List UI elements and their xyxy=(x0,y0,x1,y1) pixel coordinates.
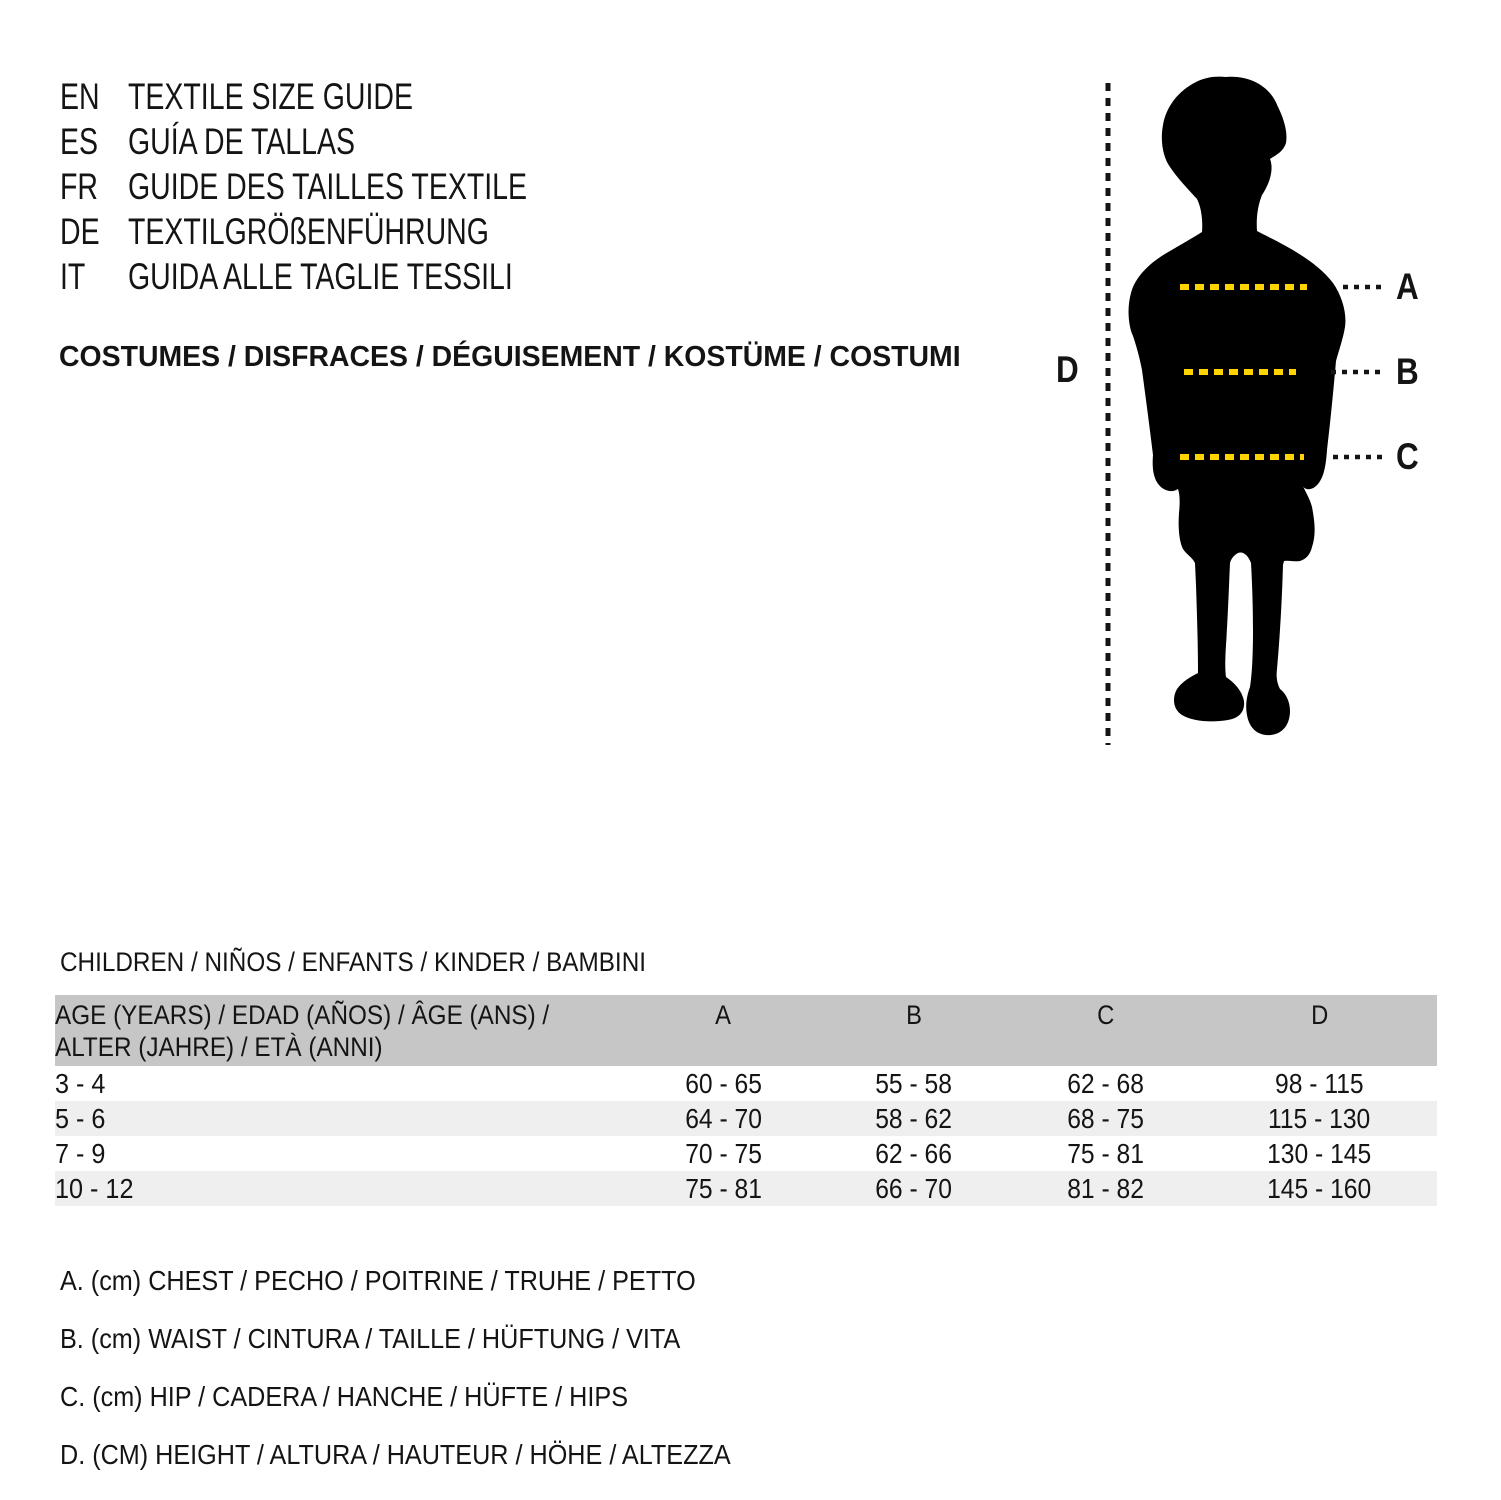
language-label: GUIDA ALLE TAGLIE TESSILI xyxy=(128,256,513,297)
chest-cell xyxy=(629,1171,818,1206)
legend-line-chest xyxy=(60,1252,805,1310)
hip-value: 81 - 82 xyxy=(1067,1172,1145,1204)
language-guide-item xyxy=(60,254,646,299)
height-value: 130 - 145 xyxy=(1267,1137,1372,1169)
column-header-d xyxy=(1202,995,1437,1066)
waist-value: 62 - 66 xyxy=(875,1137,953,1169)
measure-label-chest: A xyxy=(1396,266,1419,307)
children-size-table xyxy=(55,995,1437,1206)
language-guide-item xyxy=(60,209,646,254)
height-value: 98 - 115 xyxy=(1275,1067,1364,1099)
waist-value: 55 - 58 xyxy=(875,1067,953,1099)
language-guide-item xyxy=(60,74,646,119)
height-cell xyxy=(1202,1066,1437,1101)
age-value: 10 - 12 xyxy=(55,1172,134,1204)
child-body-shape xyxy=(1129,77,1346,735)
height-cell xyxy=(1202,1171,1437,1206)
age-cell xyxy=(55,1101,629,1136)
hip-value: 75 - 81 xyxy=(1067,1137,1145,1169)
table-header-row xyxy=(55,995,1437,1066)
legend-chest-text: A. (cm) CHEST / PECHO / POITRINE / TRUHE / PETTO xyxy=(60,1265,696,1296)
table-section-title xyxy=(60,946,711,978)
chest-cell xyxy=(629,1066,818,1101)
hip-value: 68 - 75 xyxy=(1067,1102,1145,1134)
age-column-header xyxy=(55,995,629,1066)
age-cell xyxy=(55,1171,629,1206)
category-title xyxy=(59,342,979,372)
height-value: 115 - 130 xyxy=(1268,1102,1371,1134)
legend-line-height xyxy=(60,1426,805,1484)
legend-height-text: D. (CM) HEIGHT / ALTURA / HAUTEUR / HÖHE / ALTEZZA xyxy=(60,1439,731,1470)
language-code: DE xyxy=(60,211,100,252)
legend-waist-text: B. (cm) WAIST / CINTURA / TAILLE / HÜFTUNG / VITA xyxy=(60,1323,681,1354)
chest-value: 70 - 75 xyxy=(684,1137,762,1169)
height-cell xyxy=(1202,1136,1437,1171)
measure-label-hip: C xyxy=(1396,436,1419,477)
hip-value: 62 - 68 xyxy=(1067,1067,1145,1099)
language-guide-item xyxy=(60,119,646,164)
measure-label-height: D xyxy=(1056,349,1079,390)
legend-line-waist xyxy=(60,1310,805,1368)
table-row xyxy=(55,1066,1437,1101)
language-guide-item xyxy=(60,164,646,209)
chest-cell xyxy=(629,1101,818,1136)
height-cell xyxy=(1202,1101,1437,1136)
language-guide-list xyxy=(60,74,646,299)
language-label: GUÍA DE TALLAS xyxy=(128,121,355,162)
height-value: 145 - 160 xyxy=(1267,1172,1372,1204)
age-header-line1: AGE (YEARS) / EDAD (AÑOS) / ÂGE (ANS) / xyxy=(55,1000,550,1030)
table-section-title-text: CHILDREN / NIÑOS / ENFANTS / KINDER / BAMBINI xyxy=(60,947,646,977)
measure-label-waist: B xyxy=(1396,351,1419,392)
column-header-b xyxy=(818,995,1010,1066)
column-header-b-text: B xyxy=(905,1000,922,1030)
waist-cell xyxy=(818,1101,1010,1136)
legend-hip-text: C. (cm) HIP / CADERA / HANCHE / HÜFTE / HIPS xyxy=(60,1381,628,1412)
age-cell xyxy=(55,1136,629,1171)
chest-value: 64 - 70 xyxy=(684,1102,762,1134)
language-code: FR xyxy=(60,166,98,207)
age-value: 3 - 4 xyxy=(55,1067,106,1099)
child-silhouette-graphic xyxy=(1100,55,1430,755)
column-header-d-text: D xyxy=(1310,1000,1329,1030)
column-header-a-text: A xyxy=(715,1000,732,1030)
measurement-legend xyxy=(60,1252,805,1484)
child-silhouette-figure xyxy=(1100,55,1430,755)
table-row xyxy=(55,1101,1437,1136)
category-title-text: COSTUMES / DISFRACES / DÉGUISEMENT / KOSTÜME / COSTUMI xyxy=(59,341,961,373)
column-header-a xyxy=(629,995,818,1066)
language-code: EN xyxy=(60,76,100,117)
table-row xyxy=(55,1136,1437,1171)
chest-value: 75 - 81 xyxy=(684,1172,762,1204)
column-header-c xyxy=(1010,995,1202,1066)
waist-cell xyxy=(818,1171,1010,1206)
language-label: TEXTILGRÖßENFÜHRUNG xyxy=(128,211,489,252)
hip-cell xyxy=(1010,1101,1202,1136)
language-label: GUIDE DES TAILLES TEXTILE xyxy=(128,166,528,207)
waist-cell xyxy=(818,1136,1010,1171)
age-header-line2: ALTER (JAHRE) / ETÀ (ANNI) xyxy=(55,1032,383,1062)
language-code: ES xyxy=(60,121,99,162)
hip-cell xyxy=(1010,1066,1202,1101)
hip-cell xyxy=(1010,1136,1202,1171)
language-code: IT xyxy=(60,256,86,297)
hip-cell xyxy=(1010,1171,1202,1206)
column-header-c-text: C xyxy=(1097,1000,1115,1030)
waist-value: 58 - 62 xyxy=(875,1102,953,1134)
legend-line-hip xyxy=(60,1368,805,1426)
chest-value: 60 - 65 xyxy=(684,1067,762,1099)
table-row xyxy=(55,1171,1437,1206)
age-value: 5 - 6 xyxy=(55,1102,106,1134)
chest-cell xyxy=(629,1136,818,1171)
waist-value: 66 - 70 xyxy=(875,1172,953,1204)
age-cell xyxy=(55,1066,629,1101)
language-label: TEXTILE SIZE GUIDE xyxy=(128,76,413,117)
waist-cell xyxy=(818,1066,1010,1101)
age-value: 7 - 9 xyxy=(55,1137,106,1169)
